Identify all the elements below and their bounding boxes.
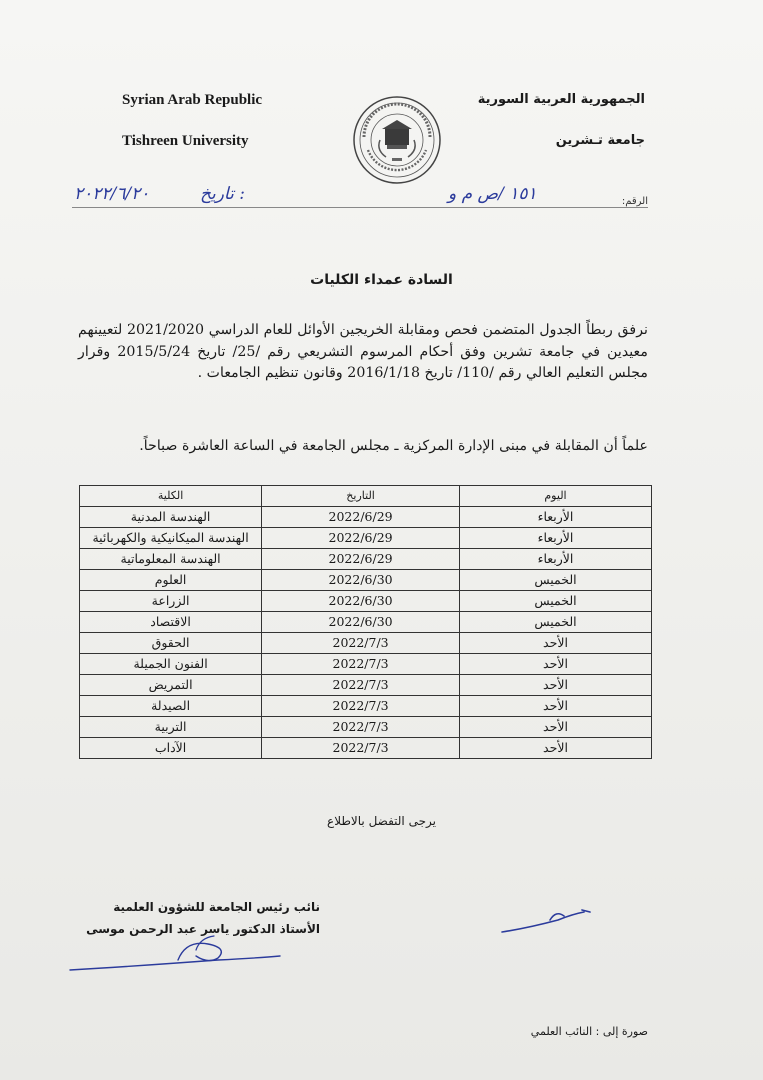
header-ar-university: جامعة تـشرين bbox=[555, 133, 645, 148]
table-row bbox=[80, 696, 652, 717]
letter-body: نرفق ربطاً الجدول المتضمن فحص ومقابلة الخريجين الأوائل للعام الدراسي 2021/2020 لتعيينهم معيدين في جامعة تشرين وفق أحكام المرسوم التشريعي رقم /25/ تاريخ 2015/5/24 وقرار مجلس التعليم العالي رقم /110/ تاريخ 2016/1/18 وقانون تنظيم الجامعات . bbox=[78, 322, 648, 381]
cell-faculty: الهندسة المدنية bbox=[80, 507, 262, 528]
signatory-title: نائب رئيس الجامعة للشؤون العلمية bbox=[113, 900, 320, 914]
table-row bbox=[80, 549, 652, 570]
cell-day: الخميس bbox=[459, 591, 651, 612]
cell-date: 2022/7/3 bbox=[262, 675, 460, 696]
cell-date: 2022/6/30 bbox=[262, 612, 460, 633]
table-row bbox=[80, 591, 652, 612]
cc-line: صورة إلى : النائب العلمي bbox=[530, 1025, 648, 1038]
cell-date: 2022/6/30 bbox=[262, 570, 460, 591]
cell-date: 2022/6/29 bbox=[262, 507, 460, 528]
cell-day: الأحد bbox=[459, 738, 651, 759]
signature-stroke-right bbox=[498, 900, 598, 940]
col-header-date: التاريخ bbox=[262, 486, 460, 507]
cell-date: 2022/7/3 bbox=[262, 717, 460, 738]
ref-number-label: الرقم: bbox=[621, 196, 648, 207]
table-row bbox=[80, 738, 652, 759]
cell-day: الأحد bbox=[459, 696, 651, 717]
cell-day: الأربعاء bbox=[459, 528, 651, 549]
cell-faculty: التربية bbox=[80, 717, 262, 738]
university-seal-icon bbox=[352, 95, 442, 185]
cell-faculty: العلوم bbox=[80, 570, 262, 591]
header-ar-country: الجمهورية العربية السورية bbox=[477, 92, 645, 107]
table-row bbox=[80, 675, 652, 696]
signature-stroke-left bbox=[68, 930, 283, 980]
cell-day: الأربعاء bbox=[459, 549, 651, 570]
table-row bbox=[80, 717, 652, 738]
cell-faculty: الهندسة الميكانيكية والكهربائية bbox=[80, 528, 262, 549]
cell-faculty: الآداب bbox=[80, 738, 262, 759]
signatory-name: الأستاذ الدكتور ياسر عبد الرحمن موسى bbox=[86, 922, 320, 936]
table-row bbox=[80, 570, 652, 591]
cell-faculty: التمريض bbox=[80, 675, 262, 696]
cell-date: 2022/7/3 bbox=[262, 633, 460, 654]
cell-date: 2022/7/3 bbox=[262, 738, 460, 759]
table-header-row bbox=[80, 486, 652, 507]
closing-line: يرجى التفضل بالاطلاع bbox=[327, 814, 436, 828]
cell-faculty: الحقوق bbox=[80, 633, 262, 654]
letter-subject: السادة عمداء الكليات bbox=[310, 272, 453, 288]
cell-day: الأحد bbox=[459, 633, 651, 654]
cell-faculty: الاقتصاد bbox=[80, 612, 262, 633]
cell-day: الأحد bbox=[459, 717, 651, 738]
cell-date: 2022/6/29 bbox=[262, 549, 460, 570]
table-row bbox=[80, 528, 652, 549]
ref-number-handwritten: ١٥١ /ص م و bbox=[448, 184, 537, 204]
cell-day: الخميس bbox=[459, 570, 651, 591]
cell-faculty: الزراعة bbox=[80, 591, 262, 612]
header-en-university: Tishreen University bbox=[122, 133, 249, 149]
cell-faculty: الهندسة المعلوماتية bbox=[80, 549, 262, 570]
reference-rule bbox=[72, 207, 648, 208]
table-row bbox=[80, 633, 652, 654]
table-row bbox=[80, 612, 652, 633]
cell-faculty: الصيدلة bbox=[80, 696, 262, 717]
letter-note: علماً أن المقابلة في مبنى الإدارة المركزية ـ مجلس الجامعة في الساعة العاشرة صباحاً. bbox=[139, 438, 648, 454]
cell-day: الأحد bbox=[459, 675, 651, 696]
col-header-day: اليوم bbox=[459, 486, 651, 507]
cell-day: الأحد bbox=[459, 654, 651, 675]
header-en-country: Syrian Arab Republic bbox=[122, 92, 263, 108]
ref-date-handwritten: ٢٠٢٢/٦/٢٠ bbox=[74, 184, 150, 204]
cell-day: الخميس bbox=[459, 612, 651, 633]
cell-date: 2022/6/30 bbox=[262, 591, 460, 612]
cell-date: 2022/6/29 bbox=[262, 528, 460, 549]
cell-day: الأربعاء bbox=[459, 507, 651, 528]
cell-date: 2022/7/3 bbox=[262, 654, 460, 675]
table-row bbox=[80, 654, 652, 675]
ref-date-label: تاريخ : bbox=[200, 184, 245, 204]
cell-date: 2022/7/3 bbox=[262, 696, 460, 717]
cell-faculty: الفنون الجميلة bbox=[80, 654, 262, 675]
col-header-faculty: الكلية bbox=[80, 486, 262, 507]
table-row bbox=[80, 507, 652, 528]
interview-schedule-table bbox=[79, 485, 652, 759]
